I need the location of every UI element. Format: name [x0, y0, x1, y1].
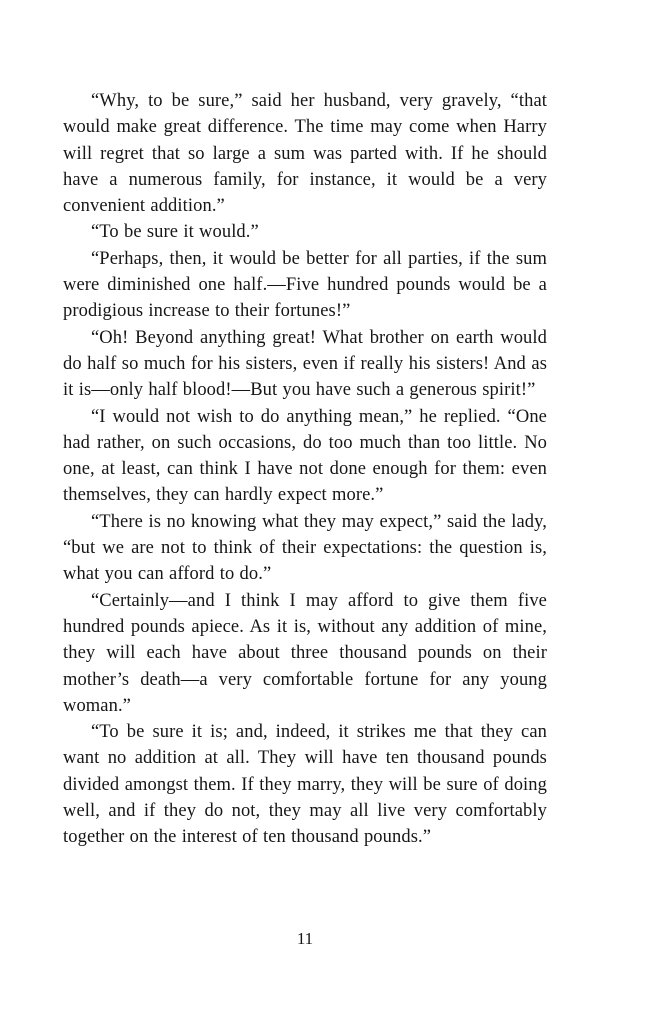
- paragraph-7: “Certainly—and I think I may afford to give them five hundred pounds apiece. As it is, without any addition of mine, they will each have about three thousand pounds on their mother’s death—a very comfortable fortune for any young woman.”: [63, 590, 547, 716]
- paragraph-4: “Oh! Beyond anything great! What brother on earth would do half so much for his sisters, even if really his sisters! And as it is—only half blood!—But you have such a generous spirit!”: [63, 327, 547, 401]
- paragraph-6: “There is no knowing what they may expect,” said the lady, “but we are not to think of their expectations: the question is, what you can afford to do.”: [63, 511, 547, 585]
- paragraph-1: “Why, to be sure,” said her husband, very gravely, “that would make great difference. The time may come when Harry will regret that so large a sum was parted with. If he should have a numerous family, for instance, it would be a very convenient addition.”: [63, 91, 547, 217]
- paragraph-3: “Perhaps, then, it would be better for all parties, if the sum were diminished one half.—Five hundred pounds would be a prodigious increase to their fortunes!”: [63, 248, 547, 322]
- text-block: [63, 88, 547, 851]
- page-number: 11: [296, 929, 314, 948]
- paragraph-8: “To be sure it is; and, indeed, it strikes me that they can want no addition at all. They will have ten thousand pounds divided amongst them. If they marry, they will be sure of doing well, and if they do not, they may all live very comfortably together on the interest of ten thousand pounds.”: [63, 722, 547, 848]
- paragraph-5: “I would not wish to do anything mean,” he replied. “One had rather, on such occasions, do too much than too little. No one, at least, can think I have not done enough for them: even themselves, they can hardly expect more.”: [63, 406, 547, 506]
- paragraph-2: “To be sure it would.”: [91, 222, 259, 243]
